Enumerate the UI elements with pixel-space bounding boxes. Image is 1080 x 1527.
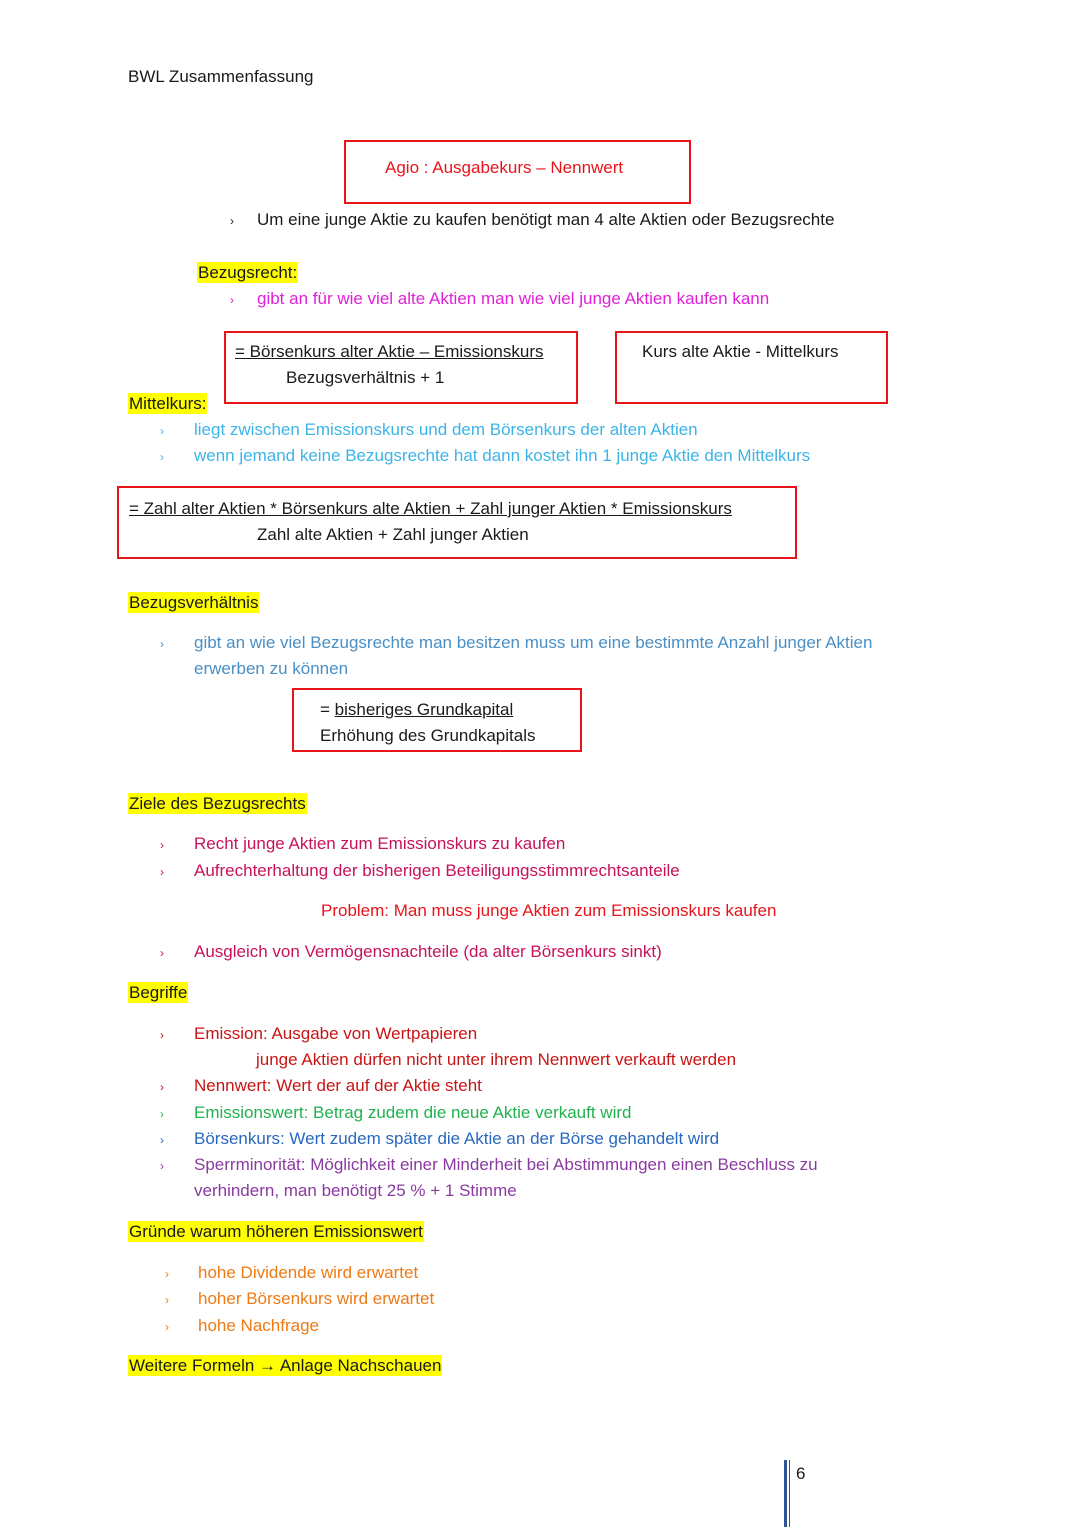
- bullet-icon: ›: [165, 1320, 169, 1334]
- intro-bullet-text: Um eine junge Aktie zu kaufen benötigt man 4 alte Aktien oder Bezugsrechte: [257, 210, 835, 229]
- weitere-formeln-heading: Weitere Formeln → Anlage Nachschauen: [129, 1356, 442, 1375]
- begriff-sperrminoritaet-line1: Sperrminorität: Möglichkeit einer Minderheit bei Abstimmungen einen Beschluss zu: [194, 1155, 818, 1174]
- bullet-icon: ›: [160, 637, 164, 651]
- bezugsverhaeltnis-bullet-line2: erwerben zu können: [194, 659, 349, 678]
- bezugsrecht-alt-formula-box: [615, 331, 888, 404]
- bullet-icon: ›: [160, 1080, 164, 1094]
- bullet-icon: ›: [160, 1107, 164, 1121]
- bezugsverhaeltnis-bullet-line1: gibt an wie viel Bezugsrechte man besitzen muss um eine bestimmte Anzahl junger Aktien: [194, 633, 873, 652]
- bezugsverhaeltnis-heading: Bezugsverhältnis: [129, 593, 259, 612]
- begriff-sperrminoritaet-line2: verhindern, man benötigt 25 % + 1 Stimme: [194, 1181, 517, 1200]
- begriff-emissionswert: Emissionswert: Betrag zudem die neue Aktie verkauft wird: [194, 1103, 632, 1122]
- gruende-heading: Gründe warum höheren Emissionswert: [129, 1222, 423, 1241]
- page-number-bar-thin: [789, 1460, 790, 1527]
- agio-formula: Agio : Ausgabekurs – Nennwert: [385, 158, 624, 177]
- bezugsrecht-formula-numerator: = Börsenkurs alter Aktie – Emissionskurs: [235, 342, 544, 361]
- begriff-emission: Emission: Ausgabe von Wertpapieren: [194, 1024, 478, 1043]
- bezugsrecht-formula-box: [224, 331, 578, 404]
- ziele-heading: Ziele des Bezugsrechts: [129, 794, 306, 813]
- page-number-bar: [784, 1460, 787, 1527]
- bullet-icon: ›: [230, 293, 234, 307]
- bullet-icon: ›: [160, 1028, 164, 1042]
- ziele-bullet-2: Aufrechterhaltung der bisherigen Beteiligungsstimmrechtsanteile: [194, 861, 680, 880]
- gruende-bullet-2: hoher Börsenkurs wird erwartet: [198, 1289, 435, 1308]
- agio-formula-box: [344, 140, 691, 204]
- bezugsrecht-bullet: gibt an für wie viel alte Aktien man wie viel junge Aktien kaufen kann: [257, 289, 770, 308]
- mittelkurs-formula-denominator: Zahl alte Aktien + Zahl junger Aktien: [257, 525, 529, 544]
- page-number: 6: [796, 1464, 806, 1483]
- gruende-bullet-1: hohe Dividende wird erwartet: [198, 1263, 419, 1282]
- mittelkurs-bullet-1: liegt zwischen Emissionskurs und dem Börsenkurs der alten Aktien: [194, 420, 698, 439]
- bullet-icon: ›: [160, 865, 164, 879]
- bullet-icon: ›: [160, 424, 164, 438]
- bullet-icon: ›: [160, 838, 164, 852]
- mittelkurs-formula-numerator: = Zahl alter Aktien * Börsenkurs alte Aktien + Zahl junger Aktien * Emissionskurs: [129, 499, 732, 518]
- bezugsverhaeltnis-formula-box: [292, 688, 582, 752]
- begriff-boersenkurs: Börsenkurs: Wert zudem später die Aktie an der Börse gehandelt wird: [194, 1129, 720, 1148]
- ziele-bullet-3: Ausgleich von Vermögensnachteile (da alter Börsenkurs sinkt): [194, 942, 662, 961]
- bullet-icon: ›: [160, 450, 164, 464]
- begriffe-heading: Begriffe: [129, 983, 188, 1002]
- mittelkurs-heading: Mittelkurs:: [129, 394, 207, 413]
- bezugsrecht-formula-denominator: Bezugsverhältnis + 1: [286, 368, 445, 387]
- bullet-icon: ›: [165, 1293, 169, 1307]
- ziele-bullet-1: Recht junge Aktien zum Emissionskurs zu kaufen: [194, 834, 566, 853]
- mittelkurs-bullet-2: wenn jemand keine Bezugsrechte hat dann kostet ihn 1 junge Aktie den Mittelkurs: [194, 446, 811, 465]
- bullet-icon: ›: [165, 1267, 169, 1281]
- bullet-icon: ›: [160, 1159, 164, 1173]
- ziele-problem: Problem: Man muss junge Aktien zum Emissionskurs kaufen: [321, 901, 777, 920]
- begriff-nennwert: Nennwert: Wert der auf der Aktie steht: [194, 1076, 482, 1095]
- gruende-bullet-3: hohe Nachfrage: [198, 1316, 319, 1335]
- begriff-emission-sub: junge Aktien dürfen nicht unter ihrem Nennwert verkauft werden: [256, 1050, 737, 1069]
- bullet-icon: ›: [230, 214, 234, 228]
- bezugsrecht-heading: Bezugsrecht:: [198, 263, 298, 282]
- bezugsverhaeltnis-formula-numerator: = bisheriges Grundkapital: [320, 700, 514, 719]
- bezugsrecht-alt-formula: Kurs alte Aktie - Mittelkurs: [642, 342, 839, 361]
- document-title: BWL Zusammenfassung: [128, 67, 314, 86]
- bezugsverhaeltnis-formula-denominator: Erhöhung des Grundkapitals: [320, 726, 536, 745]
- bullet-icon: ›: [160, 1133, 164, 1147]
- bullet-icon: ›: [160, 946, 164, 960]
- mittelkurs-formula-box: [117, 486, 797, 559]
